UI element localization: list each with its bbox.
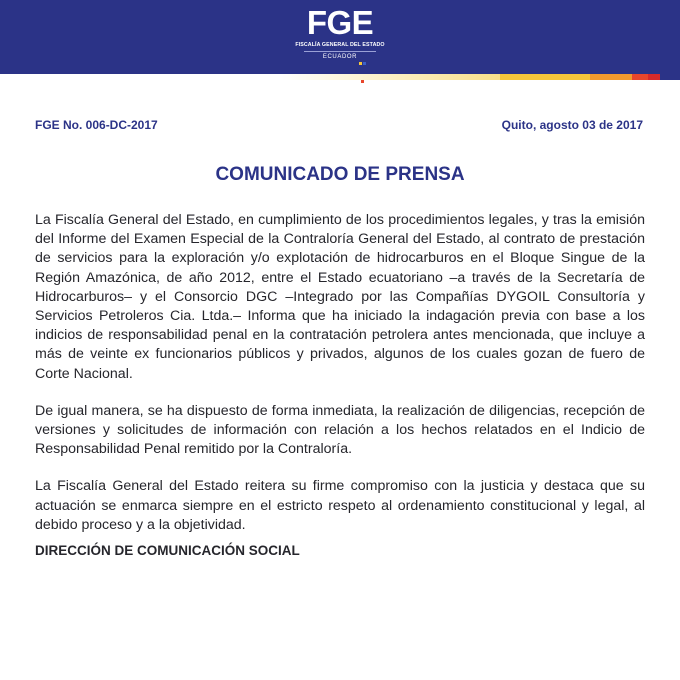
signature-department: DIRECCIÓN DE COMUNICACIÓN SOCIAL xyxy=(35,543,300,558)
document-body xyxy=(35,211,645,553)
logo-acronym: FGE xyxy=(306,4,374,41)
body-paragraph-2: De igual manera, se ha dispuesto de forma inmediata, la realización de diligencias, recepción de versiones y solicitudes de información con relación a los hechos relatados en el Indicio de Responsabilidad Penal remitido por la Contraloría. xyxy=(35,402,645,458)
logo-country: ECUADOR xyxy=(322,54,358,60)
document-reference: FGE No. 006-DC-2017 xyxy=(35,118,158,132)
document-date: Quito, agosto 03 de 2017 xyxy=(501,118,643,132)
header-banner xyxy=(0,0,680,74)
document-title: COMUNICADO DE PRENSA xyxy=(215,164,465,185)
body-paragraph-1: La Fiscalía General del Estado, en cumplimiento de los procedimientos legales, y tras la emisión del Informe del Examen Especial de la Contraloría General del Estado, al contrato de prestación de servicios para la exploración y/o explotación de hidrocarburos en el Bloque Singue de la Región Amazónica, de año 2012, entre el Estado ecuatoriano –a través de la Secretaría de Hidrocarburos– y el Consorcio DGC –Integrado por las Compañías DYGOIL Consultoría y Servicios Petroleros Cia. Ltda.– Informa que ha iniciado la indagación previa con base a los indicios de responsabilidad penal en la contratación petrolera antes mencionada, que incluye a más de veinte ex funcionarios públicos y privados, algunos de los cuales gozan de fuero de Corte Nacional. xyxy=(35,212,645,382)
logo-institution-name: FISCALÍA GENERAL DEL ESTADO xyxy=(295,42,385,48)
color-ribbon xyxy=(0,74,680,80)
fge-logo xyxy=(286,6,394,68)
body-paragraph-3: La Fiscalía General del Estado reitera su firme compromiso con la justicia y destaca que su actuación se enmarca siempre en el estricto respeto al ordenamiento constitucional y legal, al debido proceso y a la objetividad. xyxy=(35,478,645,533)
flag-icon xyxy=(358,52,368,55)
